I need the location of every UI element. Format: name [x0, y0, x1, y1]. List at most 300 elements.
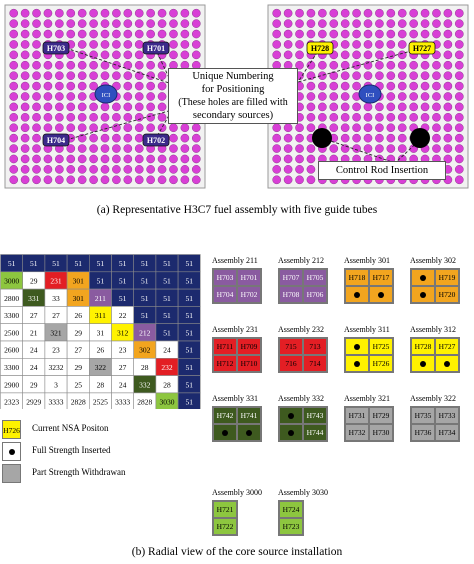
- fuel-pin: [21, 51, 29, 59]
- fuel-pin: [21, 72, 29, 80]
- core-cell: [156, 255, 178, 272]
- fuel-pin: [375, 134, 383, 142]
- core-cell: [134, 255, 156, 272]
- fuel-pin: [421, 103, 429, 111]
- assembly-panel: [344, 256, 394, 304]
- svg-text:211: 211: [94, 293, 106, 303]
- legend: [2, 420, 202, 484]
- fuel-pin: [147, 124, 155, 132]
- fuel-pin: [10, 51, 18, 59]
- fuel-pin: [67, 176, 75, 184]
- fuel-pin: [147, 155, 155, 163]
- fuel-pin: [181, 144, 189, 152]
- fuel-pin: [341, 9, 349, 17]
- assembly-panel: [344, 394, 394, 442]
- fuel-pin: [364, 30, 372, 38]
- fuel-pin: [410, 61, 418, 69]
- svg-text:51: 51: [141, 276, 149, 286]
- core-cell: [89, 376, 111, 393]
- fuel-pin: [432, 72, 440, 80]
- svg-text:3030: 3030: [159, 397, 175, 407]
- fuel-pin: [432, 134, 440, 142]
- assembly-grid: [278, 406, 328, 442]
- fuel-pin: [318, 20, 326, 28]
- fuel-pin: [398, 113, 406, 121]
- assembly-title: Assembly 3030: [278, 488, 328, 497]
- svg-text:51: 51: [185, 328, 193, 338]
- fuel-pin: [158, 82, 166, 90]
- svg-text:25: 25: [74, 380, 82, 390]
- assembly-cell: H727: [435, 338, 459, 355]
- svg-text:21: 21: [30, 328, 38, 338]
- fuel-pin: [444, 103, 452, 111]
- fuel-pin: [307, 103, 315, 111]
- assembly-cell: [279, 424, 303, 441]
- fuel-pin: [341, 40, 349, 48]
- fuel-pin: [101, 155, 109, 163]
- core-cell: [112, 393, 134, 409]
- assembly-cell: H732: [345, 424, 369, 441]
- assembly-cell: H729: [369, 407, 393, 424]
- fuel-pin: [192, 51, 200, 59]
- assembly-panel: [278, 325, 328, 373]
- fuel-pin: [135, 51, 143, 59]
- fuel-pin: [375, 61, 383, 69]
- fuel-pin: [421, 9, 429, 17]
- callout-line-2: for Positioning: [201, 84, 265, 95]
- fuel-pin: [147, 9, 155, 17]
- fuel-pin: [398, 40, 406, 48]
- fuel-pin: [444, 9, 452, 17]
- fuel-pin: [364, 72, 372, 80]
- fuel-pin: [444, 72, 452, 80]
- core-cell: [134, 289, 156, 306]
- fuel-pin: [455, 176, 463, 184]
- fuel-pin: [67, 103, 75, 111]
- fuel-pin: [432, 30, 440, 38]
- fuel-pin: [32, 72, 40, 80]
- assembly-cell: H705: [303, 269, 327, 286]
- guide-tube-tag: [143, 134, 169, 146]
- assembly-title: Assembly 231: [212, 325, 258, 334]
- fuel-pin: [364, 134, 372, 142]
- fuel-pin: [273, 20, 281, 28]
- fuel-pin: [273, 40, 281, 48]
- fuel-pin: [192, 176, 200, 184]
- fuel-pin: [432, 103, 440, 111]
- fuel-pin: [318, 30, 326, 38]
- fuel-pin: [55, 124, 63, 132]
- fuel-pin: [158, 155, 166, 163]
- svg-text:51: 51: [118, 259, 127, 269]
- fuel-pin: [55, 176, 63, 184]
- callout-line-1: Unique Numbering: [192, 71, 274, 82]
- fuel-pin: [169, 176, 177, 184]
- fuel-pin: [78, 124, 86, 132]
- svg-text:2525: 2525: [92, 397, 108, 407]
- fuel-pin: [135, 103, 143, 111]
- fuel-pin: [295, 30, 303, 38]
- fuel-pin: [169, 30, 177, 38]
- fuel-pin: [124, 20, 132, 28]
- fuel-pin: [10, 134, 18, 142]
- assembly-cell: H719: [435, 269, 459, 286]
- svg-text:301: 301: [72, 293, 84, 303]
- fuel-pin: [67, 165, 75, 173]
- svg-text:3232: 3232: [48, 362, 64, 372]
- control-rod-hole: [410, 128, 430, 148]
- fuel-pin: [398, 30, 406, 38]
- fuel-pin: [124, 103, 132, 111]
- assembly-title: Assembly 211: [212, 256, 258, 265]
- fuel-pin: [112, 155, 120, 163]
- fuel-pin: [78, 40, 86, 48]
- core-cell: [89, 324, 111, 341]
- core-cell: [112, 272, 134, 289]
- guide-tube-tag: [307, 42, 333, 54]
- fuel-pin: [318, 9, 326, 17]
- fuel-pin: [330, 30, 338, 38]
- core-cell: [1, 289, 23, 306]
- fuel-pin: [398, 144, 406, 152]
- fuel-pin: [387, 61, 395, 69]
- fuel-pin: [455, 165, 463, 173]
- fuel-pin: [455, 40, 463, 48]
- assembly-cell: [279, 407, 303, 424]
- assembly-cell: H726: [369, 355, 393, 372]
- fuel-pin: [318, 92, 326, 100]
- assembly-cell: H742: [213, 407, 237, 424]
- assembly-cell: [435, 355, 459, 372]
- fuel-pin: [455, 72, 463, 80]
- fuel-pin: [341, 124, 349, 132]
- fuel-pin: [44, 176, 52, 184]
- fuel-pin: [307, 113, 315, 121]
- assembly-title: Assembly 331: [212, 394, 258, 403]
- fuel-pin: [124, 134, 132, 142]
- svg-text:24: 24: [118, 380, 127, 390]
- svg-text:3333: 3333: [115, 397, 131, 407]
- core-cell: [1, 393, 23, 409]
- assembly-cell: H741: [237, 407, 261, 424]
- fuel-pin: [135, 9, 143, 17]
- assembly-cell: 716: [279, 355, 303, 372]
- assembly-cell: [369, 286, 393, 303]
- fuel-pin: [295, 9, 303, 17]
- svg-text:301: 301: [72, 276, 84, 286]
- fuel-pin: [387, 144, 395, 152]
- fuel-pin: [398, 103, 406, 111]
- assembly-panel: [212, 256, 262, 304]
- svg-text:51: 51: [96, 276, 105, 286]
- fuel-pin: [124, 113, 132, 121]
- assembly-cell: H703: [213, 269, 237, 286]
- assembly-grid: [410, 406, 460, 442]
- svg-text:231: 231: [50, 276, 62, 286]
- fuel-pin: [89, 124, 97, 132]
- fuel-pin: [89, 40, 97, 48]
- fuel-pin: [55, 113, 63, 121]
- fuel-pin: [341, 92, 349, 100]
- fuel-pin: [307, 20, 315, 28]
- fuel-pin: [295, 51, 303, 59]
- fuel-pin: [32, 176, 40, 184]
- core-cell: [178, 376, 200, 393]
- fuel-pin: [112, 20, 120, 28]
- fuel-pin: [444, 40, 452, 48]
- fuel-pin: [101, 165, 109, 173]
- svg-text:26: 26: [74, 311, 82, 321]
- legend-current-swatch: H726: [2, 420, 21, 439]
- fuel-pin: [181, 40, 189, 48]
- assembly-cell: 715: [279, 338, 303, 355]
- svg-text:23: 23: [52, 345, 60, 355]
- fuel-pin: [112, 134, 120, 142]
- fuel-pin: [169, 124, 177, 132]
- assembly-cell: [213, 424, 237, 441]
- fuel-pin: [307, 165, 315, 173]
- core-cell: [178, 272, 200, 289]
- core-cell: [67, 341, 89, 358]
- fuel-pin: [112, 113, 120, 121]
- svg-text:331: 331: [28, 293, 40, 303]
- fuel-pin: [398, 72, 406, 80]
- fuel-pin: [124, 155, 132, 163]
- svg-text:51: 51: [96, 259, 105, 269]
- fuel-pin: [284, 40, 292, 48]
- fuel-pin: [135, 165, 143, 173]
- fuel-pin: [10, 72, 18, 80]
- fuel-pin: [10, 20, 18, 28]
- fuel-pin: [410, 20, 418, 28]
- fuel-pin: [158, 20, 166, 28]
- legend-full-swatch: [2, 442, 21, 461]
- fuel-pin: [364, 103, 372, 111]
- fuel-pin: [124, 165, 132, 173]
- fuel-pin: [32, 82, 40, 90]
- fuel-pin: [112, 176, 120, 184]
- fuel-pin: [364, 144, 372, 152]
- fuel-pin: [101, 30, 109, 38]
- svg-text:24: 24: [30, 345, 38, 355]
- core-cell: [178, 255, 200, 272]
- assembly-grid: [344, 337, 394, 373]
- svg-text:51: 51: [185, 380, 193, 390]
- fuel-pin: [112, 9, 120, 17]
- fuel-pin: [307, 144, 315, 152]
- core-cell: [178, 324, 200, 341]
- fuel-pin: [421, 82, 429, 90]
- core-cell: [45, 289, 67, 306]
- svg-text:232: 232: [161, 362, 173, 372]
- core-cell: [178, 358, 200, 375]
- fuel-pin: [135, 113, 143, 121]
- fuel-pin: [455, 61, 463, 69]
- fuel-pin: [330, 113, 338, 121]
- fuel-pin: [375, 40, 383, 48]
- fuel-pin: [387, 124, 395, 132]
- core-cell: [112, 324, 134, 341]
- ici-marker: [359, 85, 381, 103]
- assembly-title: Assembly 212: [278, 256, 324, 265]
- fuel-pin: [78, 82, 86, 90]
- fuel-pin: [410, 103, 418, 111]
- fuel-pin: [78, 113, 86, 121]
- fuel-pin: [307, 30, 315, 38]
- core-cell: [89, 393, 111, 409]
- fuel-pin: [421, 113, 429, 121]
- svg-text:51: 51: [185, 276, 193, 286]
- fuel-pin: [341, 82, 349, 90]
- core-cell: [1, 306, 23, 323]
- fuel-pin: [78, 103, 86, 111]
- fuel-pin: [124, 9, 132, 17]
- fuel-pin: [307, 9, 315, 17]
- fuel-pin: [341, 30, 349, 38]
- fuel-pin: [295, 20, 303, 28]
- assembly-title: Assembly 232: [278, 325, 324, 334]
- fuel-pin: [124, 144, 132, 152]
- fuel-pin: [147, 176, 155, 184]
- fuel-pin: [455, 92, 463, 100]
- svg-text:51: 51: [185, 345, 193, 355]
- fuel-pin: [295, 124, 303, 132]
- fuel-pin: [364, 20, 372, 28]
- fuel-pin: [158, 113, 166, 121]
- fuel-pin: [169, 155, 177, 163]
- core-cell: [156, 341, 178, 358]
- fuel-pin: [375, 9, 383, 17]
- fuel-pin: [10, 9, 18, 17]
- fuel-pin: [410, 82, 418, 90]
- svg-text:51: 51: [163, 259, 171, 269]
- dot-icon: [222, 430, 228, 436]
- assembly-cell: H744: [303, 424, 327, 441]
- fuel-pin: [32, 134, 40, 142]
- assembly-panel: [212, 488, 262, 536]
- fuel-pin: [112, 72, 120, 80]
- fuel-pin: [124, 40, 132, 48]
- fuel-pin: [55, 82, 63, 90]
- fuel-pin: [432, 20, 440, 28]
- fuel-pin: [55, 9, 63, 17]
- fuel-pin: [352, 113, 360, 121]
- core-cell: [45, 341, 67, 358]
- fuel-pin: [192, 9, 200, 17]
- assembly-cell: H710: [237, 355, 261, 372]
- fuel-pin: [295, 144, 303, 152]
- fuel-pin: [330, 9, 338, 17]
- fuel-pin: [67, 155, 75, 163]
- fuel-pin: [135, 30, 143, 38]
- assembly-title: Assembly 311: [344, 325, 390, 334]
- fuel-pin: [375, 124, 383, 132]
- assembly-cell: H728: [411, 338, 435, 355]
- fuel-pin: [410, 113, 418, 121]
- numbering-callout: [168, 68, 298, 124]
- fuel-pin: [192, 155, 200, 163]
- fuel-pin: [432, 113, 440, 121]
- fuel-pin: [32, 9, 40, 17]
- fuel-pin: [32, 30, 40, 38]
- core-cell: [1, 358, 23, 375]
- svg-text:27: 27: [52, 311, 60, 321]
- fuel-pin: [147, 165, 155, 173]
- assembly-grid: [344, 406, 394, 442]
- fuel-pin: [101, 20, 109, 28]
- fuel-pin: [273, 144, 281, 152]
- svg-text:2800: 2800: [4, 293, 20, 303]
- fuel-pin: [410, 72, 418, 80]
- svg-text:27: 27: [74, 345, 82, 355]
- fuel-pin: [330, 82, 338, 90]
- fuel-pin: [10, 144, 18, 152]
- core-cell: [23, 324, 45, 341]
- fuel-pin: [375, 20, 383, 28]
- svg-text:28: 28: [96, 380, 105, 390]
- fuel-pin: [101, 9, 109, 17]
- core-cell: [67, 393, 89, 409]
- fuel-pin: [169, 40, 177, 48]
- fuel-pin: [341, 72, 349, 80]
- svg-text:3300: 3300: [4, 362, 20, 372]
- fuel-pin: [181, 51, 189, 59]
- svg-text:51: 51: [30, 259, 38, 269]
- fuel-pin: [284, 20, 292, 28]
- fuel-pin: [444, 113, 452, 121]
- fuel-pin: [101, 144, 109, 152]
- fuel-pin: [44, 165, 52, 173]
- fuel-pin: [421, 30, 429, 38]
- fuel-pin: [181, 9, 189, 17]
- core-cell: [112, 289, 134, 306]
- fuel-pin: [101, 134, 109, 142]
- fuel-pin: [352, 20, 360, 28]
- fuel-pin: [352, 72, 360, 80]
- fuel-pin: [375, 113, 383, 121]
- fuel-pin: [455, 124, 463, 132]
- svg-text:312: 312: [116, 328, 129, 338]
- assembly-cell: [237, 424, 261, 441]
- core-cell: [156, 272, 178, 289]
- svg-text:51: 51: [185, 397, 193, 407]
- fuel-pin: [192, 124, 200, 132]
- fuel-pin: [158, 103, 166, 111]
- fuel-pin: [147, 20, 155, 28]
- fuel-pin: [192, 30, 200, 38]
- dot-icon: [444, 361, 450, 367]
- assembly-cell: H711: [213, 338, 237, 355]
- fuel-pin: [135, 82, 143, 90]
- fuel-pin: [32, 20, 40, 28]
- fuel-pin: [364, 40, 372, 48]
- fuel-pin: [421, 61, 429, 69]
- core-cell: [67, 306, 89, 323]
- fuel-pin: [44, 82, 52, 90]
- assembly-cell: H734: [435, 424, 459, 441]
- fuel-pin: [32, 155, 40, 163]
- core-cell: [23, 306, 45, 323]
- assembly-cell: H722: [213, 518, 237, 535]
- fuel-pin: [67, 9, 75, 17]
- assembly-cell: H720: [435, 286, 459, 303]
- svg-text:51: 51: [118, 293, 127, 303]
- fuel-pin: [284, 124, 292, 132]
- core-cell: [23, 341, 45, 358]
- core-cell: [112, 306, 134, 323]
- core-cell: [23, 393, 45, 409]
- fuel-pin: [421, 20, 429, 28]
